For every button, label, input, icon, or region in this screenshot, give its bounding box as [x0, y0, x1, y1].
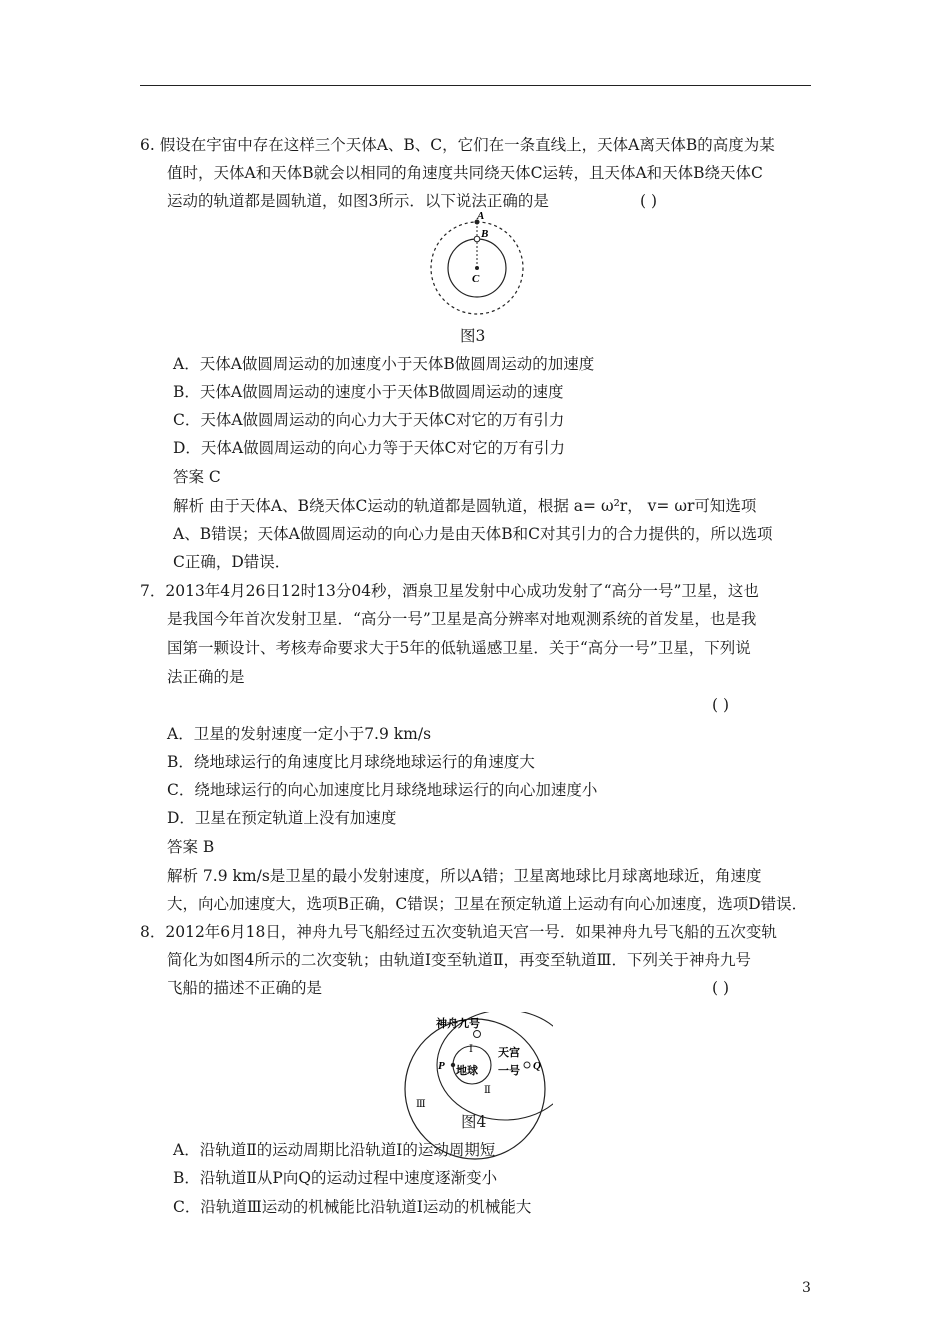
q6-line-3: 运动的轨道都是圆轨道，如图3所示．以下说法正确的是 — [167, 192, 549, 210]
label-orbit-ii: Ⅱ — [484, 1085, 491, 1096]
tiangong-dot — [524, 1062, 530, 1068]
q6-option-d: D．天体A做圆周运动的向心力等于天体C对它的万有引力 — [173, 439, 565, 457]
label-p: P — [438, 1060, 445, 1072]
label-tiangong-1: 天宫 — [498, 1046, 520, 1059]
body-b — [474, 236, 480, 242]
q8-option-c: C．沿轨道Ⅲ运动的机械能比沿轨道Ⅰ运动的机械能大 — [173, 1198, 532, 1216]
q6-analysis-3: C正确，D错误． — [173, 553, 291, 571]
point-p — [451, 1063, 455, 1067]
q7-option-b: B．绕地球运行的角速度比月球绕地球运行的角速度大 — [167, 753, 535, 771]
q8-option-b: B．沿轨道Ⅱ从P向Q的运动过程中速度逐渐变小 — [173, 1169, 498, 1187]
q6-answer: 答案 C — [173, 468, 221, 486]
q7-line-2: 是我国今年首次发射卫星．“高分一号”卫星是高分辨率对地观测系统的首发星，也是我 — [167, 610, 757, 628]
label-a: A — [477, 210, 485, 222]
q6-option-b: B．天体A做圆周运动的速度小于天体B做圆周运动的速度 — [173, 383, 564, 401]
q6-option-a: A．天体A做圆周运动的加速度小于天体B做圆周运动的加速度 — [173, 355, 595, 373]
q6-line-2: 值时，天体A和天体B就会以相同的角速度共同绕天体C运转，且天体A和天体B绕天体C — [167, 164, 763, 182]
q6-analysis-1: 解析 由于天体A、B绕天体C运动的轨道都是圆轨道，根据 a= ω²r， v= ωr可知选项 — [173, 497, 757, 515]
label-b: B — [481, 228, 489, 240]
q6-option-c: C．天体A做圆周运动的向心力大于天体C对它的万有引力 — [173, 411, 565, 429]
body-c — [475, 266, 479, 270]
q6-answer-paren: ( ) — [640, 192, 658, 210]
label-c: C — [472, 273, 480, 285]
q6-analysis-2: A、B错误；天体A做圆周运动的向心力是由天体B和C对其引力的合力提供的，所以选项 — [173, 525, 773, 543]
header-rule — [140, 85, 811, 86]
q7-analysis-1: 解析 7.9 km/s是卫星的最小发射速度，所以A错；卫星离地球比月球离地球近，角速度 — [167, 867, 762, 885]
q6-line-1: 6. 假设在宇宙中存在这样三个天体A、B、C，它们在一条直线上，天体A离天体B的高度为某 — [140, 136, 775, 154]
shenzhou-dot — [474, 1031, 481, 1038]
q8-answer-paren: ( ) — [712, 979, 730, 997]
q7-answer: 答案 B — [167, 838, 215, 856]
q7-option-a: A．卫星的发射速度一定小于7.9 km/s — [167, 725, 432, 743]
label-shenzhou: 神舟九号 — [436, 1017, 480, 1030]
q8-option-a: A．沿轨道Ⅱ的运动周期比沿轨道Ⅰ的运动周期短 — [173, 1141, 496, 1159]
q7-line-3: 国第一颗设计、考核寿命要求大于5年的低轨遥感卫星．关于“高分一号”卫星，下列说 — [167, 639, 751, 657]
figure-3-caption: 图3 — [460, 327, 486, 345]
label-orbit-i: Ⅰ — [469, 1044, 473, 1055]
label-q: Q — [533, 1060, 541, 1072]
figure-3 — [420, 206, 535, 318]
figure-4-caption: 图4 — [461, 1113, 487, 1131]
label-earth: 地球 — [456, 1064, 478, 1077]
q7-option-c: C．绕地球运行的向心加速度比月球绕地球运行的向心加速度小 — [167, 781, 598, 799]
q8-line-2: 简化为如图4所示的二次变轨；由轨道Ⅰ变至轨道Ⅱ，再变至轨道Ⅲ．下列关于神舟九号 — [167, 951, 751, 969]
label-tiangong-2: 一号 — [498, 1064, 520, 1077]
q7-answer-paren: ( ) — [712, 696, 730, 714]
q7-line-1: 7．2013年4月26日12时13分04秒，酒泉卫星发射中心成功发射了“高分一号”卫星，这也 — [140, 582, 759, 600]
q7-option-d: D．卫星在预定轨道上没有加速度 — [167, 809, 397, 827]
q7-analysis-2: 大，向心加速度大，选项B正确，C错误；卫星在预定轨道上运动有向心加速度，选项D错误． — [167, 895, 808, 913]
q8-line-3: 飞船的描述不正确的是 — [167, 979, 323, 997]
orbit-iii — [405, 1019, 545, 1159]
q7-line-4: 法正确的是 — [167, 668, 245, 686]
page-number: 3 — [802, 1280, 811, 1296]
label-orbit-iii: Ⅲ — [416, 1099, 426, 1110]
q8-line-1: 8．2012年6月18日，神舟九号飞船经过五次变轨追天宫一号．如果神舟九号飞船的五次变轨 — [140, 923, 777, 941]
